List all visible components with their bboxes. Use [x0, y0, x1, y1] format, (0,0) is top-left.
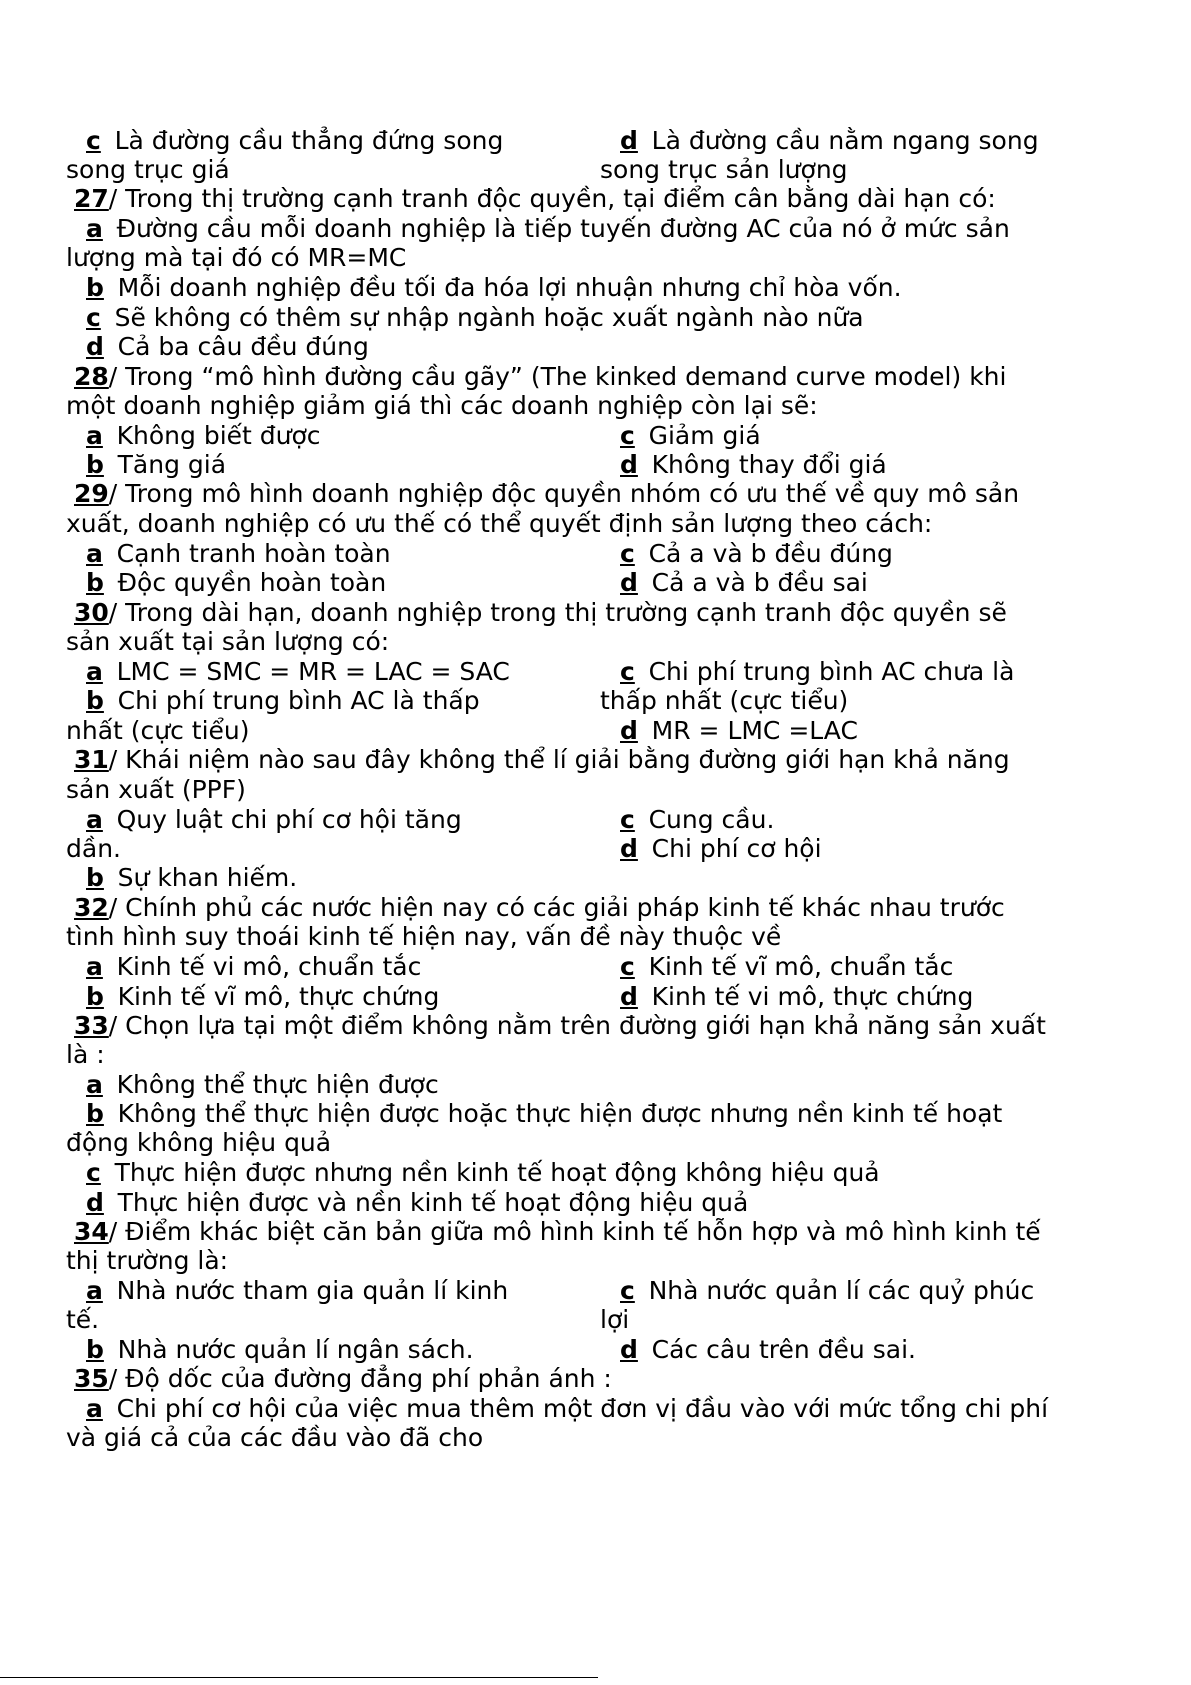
q34-stem-cont: thị trường là:	[66, 1246, 229, 1275]
option-text: Là đường cầu thẳng đứng song	[114, 126, 504, 155]
q28-option-b	[86, 450, 226, 480]
option-letter: d	[620, 982, 638, 1011]
option-letter: c	[620, 1276, 635, 1305]
q33-option-b	[86, 1099, 1002, 1129]
option-text: Kinh tế vi mô, chuẩn tắc	[116, 952, 422, 981]
option-letter: c	[86, 126, 101, 155]
question-number: 32	[74, 893, 109, 922]
option-letter: b	[86, 863, 104, 892]
q29-option-a	[86, 539, 391, 569]
option-text: Kinh tế vĩ mô, chuẩn tắc	[648, 952, 954, 981]
q33-stem-cont: là :	[66, 1040, 105, 1069]
option-letter: b	[86, 568, 104, 597]
q32-option-d	[620, 982, 973, 1012]
option-text: Cả ba câu đều đúng	[117, 332, 369, 361]
option-text: Các câu trên đều sai.	[651, 1335, 916, 1364]
q30-option-c	[620, 657, 1014, 687]
q27-option-d	[86, 332, 369, 362]
option-letter: c	[620, 421, 635, 450]
q35-option-a-cont: và giá cả của các đầu vào đã cho	[66, 1423, 484, 1452]
option-text: LMC = SMC = MR = LAC = SAC	[116, 657, 510, 686]
question-32	[74, 893, 1005, 923]
option-letter: d	[620, 1335, 638, 1364]
question-stem: / Chọn lựa tại một điểm không nằm trên đường giới hạn khả năng sản xuất	[108, 1011, 1046, 1040]
q32-stem-cont: tình hình suy thoái kinh tế hiện nay, vấn đề này thuộc về	[66, 922, 782, 951]
option-text: Không thể thực hiện được	[116, 1070, 439, 1099]
option-letter: a	[86, 952, 103, 981]
question-35	[74, 1364, 612, 1394]
q30-option-b-cont: nhất (cực tiểu)	[66, 716, 250, 745]
option-text: Nhà nước tham gia quản lí kinh	[116, 1276, 509, 1305]
q29-option-c	[620, 539, 893, 569]
q31-option-b	[86, 863, 297, 893]
q29-stem-cont: xuất, doanh nghiệp có ưu thế có thể quyết định sản lượng theo cách:	[66, 509, 933, 538]
question-34	[74, 1217, 1041, 1247]
question-number: 30	[74, 598, 109, 627]
option-text: Thực hiện được và nền kinh tế hoạt động hiệu quả	[117, 1188, 749, 1217]
q34-option-b	[86, 1335, 474, 1365]
q32-option-a	[86, 952, 421, 982]
footer-rule	[0, 1677, 598, 1678]
option-letter: d	[620, 568, 638, 597]
option-letter: a	[86, 1070, 103, 1099]
option-letter: b	[86, 450, 104, 479]
q33-option-c	[86, 1158, 880, 1188]
option-letter: d	[620, 716, 638, 745]
option-text: Đường cầu mỗi doanh nghiệp là tiếp tuyến đường AC của nó ở mức sản	[116, 214, 1010, 243]
question-stem: / Trong “mô hình đường cầu gãy” (The kinked demand curve model) khi	[108, 362, 1007, 391]
option-text: Thực hiện được nhưng nền kinh tế hoạt động không hiệu quả	[114, 1158, 880, 1187]
option-letter: c	[620, 805, 635, 834]
q34-option-c-cont: lợi	[600, 1305, 630, 1334]
option-text: Kinh tế vi mô, thực chứng	[651, 982, 974, 1011]
option-letter: c	[620, 952, 635, 981]
option-text: Chi phí cơ hội	[651, 834, 822, 863]
question-number: 33	[74, 1011, 109, 1040]
q27-option-b	[86, 273, 902, 303]
question-number: 29	[74, 479, 109, 508]
q30-option-d	[620, 716, 858, 746]
option-letter: a	[86, 214, 103, 243]
option-letter: a	[86, 1394, 103, 1423]
q27-option-a-cont: lượng mà tại đó có MR=MC	[66, 243, 407, 272]
q31-option-a-cont: dần.	[66, 834, 121, 863]
option-text: Quy luật chi phí cơ hội tăng	[116, 805, 462, 834]
q30-option-a	[86, 657, 510, 687]
option-text: Kinh tế vĩ mô, thực chứng	[117, 982, 440, 1011]
question-stem: / Khái niệm nào sau đây không thể lí giải bằng đường giới hạn khả năng	[108, 745, 1010, 774]
q31-stem-cont: sản xuất (PPF)	[66, 775, 246, 804]
q30-option-c-cont: thấp nhất (cực tiểu)	[600, 686, 849, 715]
option-text: Cung cầu.	[648, 805, 775, 834]
option-text: Cả a và b đều đúng	[648, 539, 893, 568]
question-number: 31	[74, 745, 109, 774]
option-letter: d	[620, 450, 638, 479]
option-letter: a	[86, 1276, 103, 1305]
q28-option-c	[620, 421, 761, 451]
q33-option-b-cont: động không hiệu quả	[66, 1128, 332, 1157]
q31-option-a	[86, 805, 462, 835]
option-letter: a	[86, 657, 103, 686]
option-letter: b	[86, 982, 104, 1011]
question-number: 28	[74, 362, 109, 391]
q26-option-c	[86, 126, 503, 156]
q27-option-a	[86, 214, 1010, 244]
q33-option-d	[86, 1188, 748, 1218]
q28-stem-cont: một doanh nghiệp giảm giá thì các doanh nghiệp còn lại sẽ:	[66, 391, 818, 420]
option-letter: b	[86, 273, 104, 302]
option-text: Chi phí trung bình AC là thấp	[117, 686, 480, 715]
question-27	[74, 184, 996, 214]
option-letter: c	[620, 539, 635, 568]
option-letter: b	[86, 1099, 104, 1128]
option-text: Nhà nước quản lí ngân sách.	[117, 1335, 474, 1364]
q34-option-c	[620, 1276, 1034, 1306]
option-text: Là đường cầu nằm ngang song	[651, 126, 1039, 155]
q28-option-d	[620, 450, 887, 480]
question-30	[74, 598, 1007, 628]
q30-option-b	[86, 686, 480, 716]
q32-option-b	[86, 982, 439, 1012]
question-stem: / Độ dốc của đường đẳng phí phản ánh :	[108, 1364, 612, 1393]
q32-option-c	[620, 952, 953, 982]
q31-option-c	[620, 805, 774, 835]
question-stem: / Trong dài hạn, doanh nghiệp trong thị trường cạnh tranh độc quyền sẽ	[108, 598, 1007, 627]
option-letter: b	[86, 686, 104, 715]
option-text: Cạnh tranh hoàn toàn	[116, 539, 391, 568]
q28-option-a	[86, 421, 321, 451]
q34-option-a-cont: tế.	[66, 1305, 100, 1334]
option-text: Chi phí cơ hội của việc mua thêm một đơn vị đầu vào với mức tổng chi phí	[116, 1394, 1049, 1423]
question-stem: / Trong mô hình doanh nghiệp độc quyền nhóm có ưu thế về quy mô sản	[108, 479, 1020, 508]
option-letter: c	[86, 1158, 101, 1187]
q27-option-c	[86, 303, 864, 333]
option-letter: d	[86, 1188, 104, 1217]
q26-option-d-cont: song trục sản lượng	[600, 155, 848, 184]
option-text: MR = LMC =LAC	[651, 716, 858, 745]
option-text: Không biết được	[116, 421, 321, 450]
option-letter: d	[620, 834, 638, 863]
option-letter: b	[86, 1335, 104, 1364]
question-28	[74, 362, 1006, 392]
q35-option-a	[86, 1394, 1048, 1424]
option-text: Độc quyền hoàn toàn	[117, 568, 387, 597]
option-text: Mỗi doanh nghiệp đều tối đa hóa lợi nhuận nhưng chỉ hòa vốn.	[117, 273, 902, 302]
question-29	[74, 479, 1019, 509]
q34-option-a	[86, 1276, 508, 1306]
question-number: 35	[74, 1364, 109, 1393]
option-text: Nhà nước quản lí các quỷ phúc	[648, 1276, 1035, 1305]
option-text: Chi phí trung bình AC chưa là	[648, 657, 1015, 686]
question-number: 27	[74, 184, 109, 213]
option-letter: a	[86, 421, 103, 450]
option-text: Tăng giá	[117, 450, 227, 479]
question-stem: / Trong thị trường cạnh tranh độc quyền, tại điểm cân bằng dài hạn có:	[108, 184, 996, 213]
option-letter: d	[620, 126, 638, 155]
q33-option-a	[86, 1070, 439, 1100]
option-letter: d	[86, 332, 104, 361]
option-letter: c	[620, 657, 635, 686]
option-text: Sự khan hiếm.	[117, 863, 298, 892]
option-letter: c	[86, 303, 101, 332]
q34-option-d	[620, 1335, 916, 1365]
q29-option-b	[86, 568, 386, 598]
q29-option-d	[620, 568, 868, 598]
option-text: Sẽ không có thêm sự nhập ngành hoặc xuất ngành nào nữa	[114, 303, 864, 332]
option-letter: a	[86, 539, 103, 568]
question-stem: / Điểm khác biệt căn bản giữa mô hình kinh tế hỗn hợp và mô hình kinh tế	[108, 1217, 1041, 1246]
q31-option-d	[620, 834, 822, 864]
question-stem: / Chính phủ các nước hiện nay có các giải pháp kinh tế khác nhau trước	[108, 893, 1005, 922]
q26-option-c-cont: song trục giá	[66, 155, 230, 184]
option-text: Không thể thực hiện được hoặc thực hiện được nhưng nền kinh tế hoạt	[117, 1099, 1003, 1128]
q30-stem-cont: sản xuất tại sản lượng có:	[66, 627, 390, 656]
question-31	[74, 745, 1010, 775]
question-33	[74, 1011, 1046, 1041]
q26-option-d	[620, 126, 1039, 156]
option-letter: a	[86, 805, 103, 834]
option-text: Cả a và b đều sai	[651, 568, 868, 597]
option-text: Không thay đổi giá	[651, 450, 887, 479]
question-number: 34	[74, 1217, 109, 1246]
option-text: Giảm giá	[648, 421, 761, 450]
